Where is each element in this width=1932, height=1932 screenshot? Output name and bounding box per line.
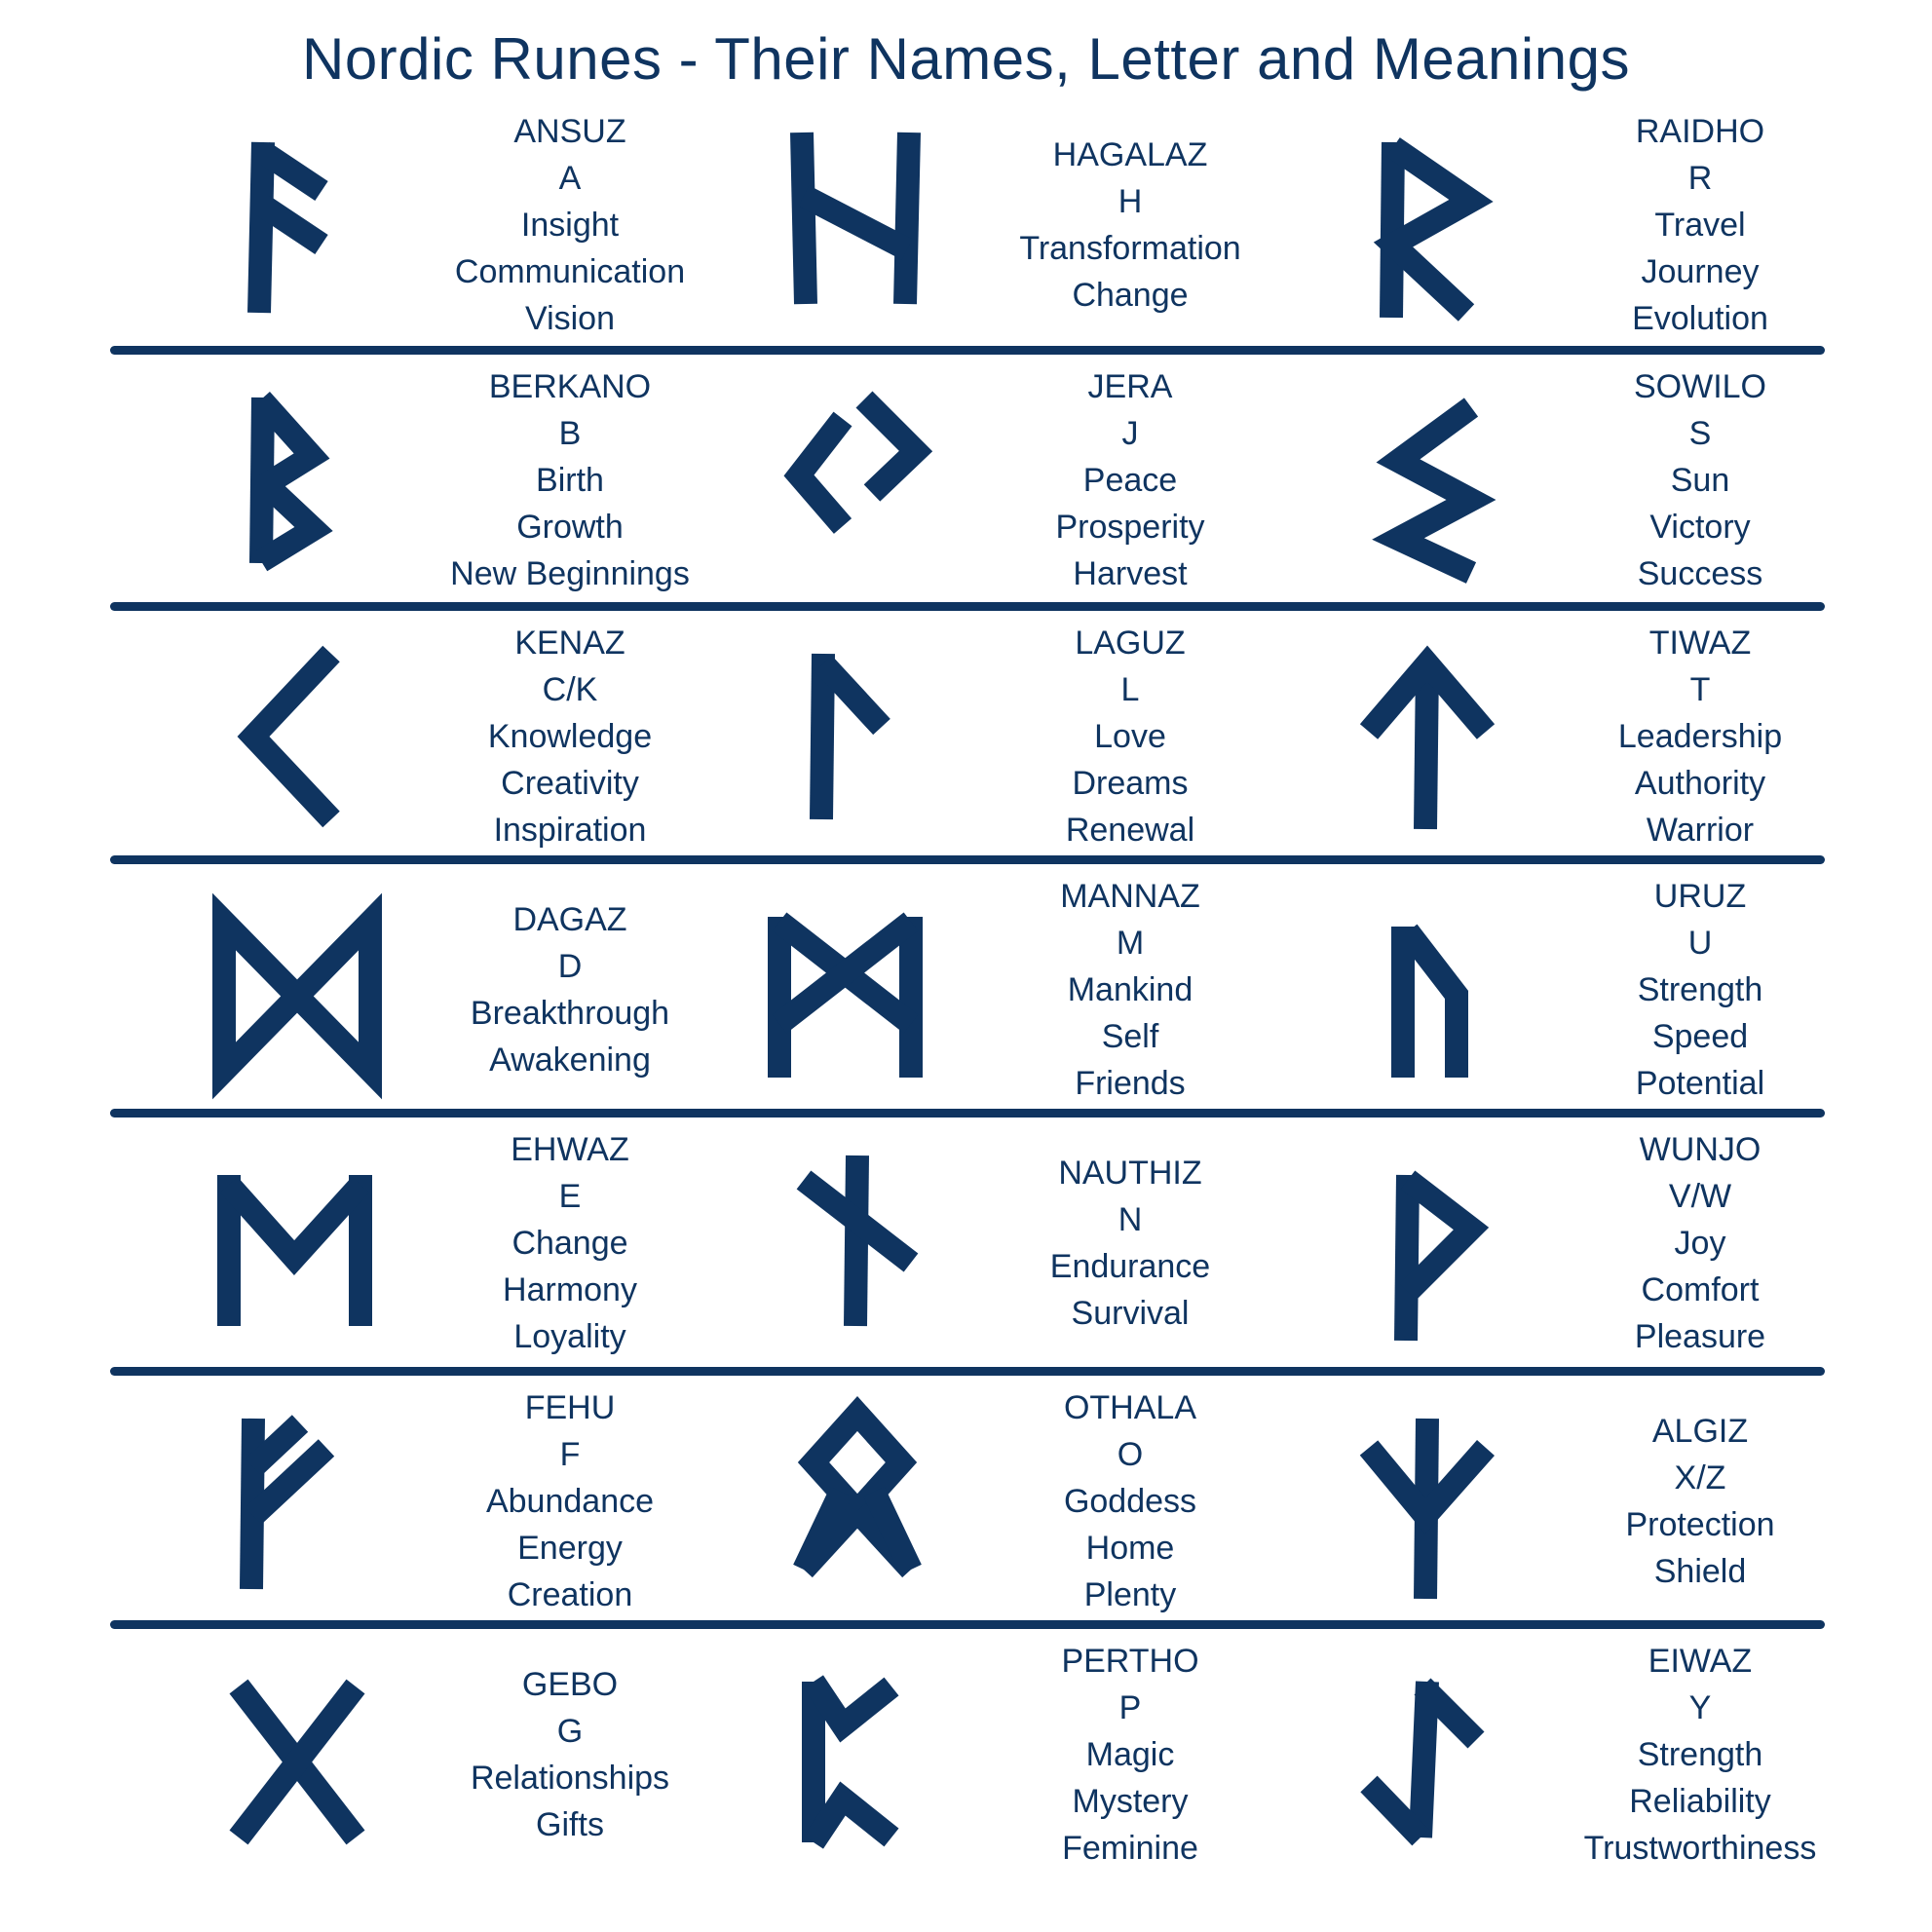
rune-info bbox=[969, 1116, 1291, 1371]
rune-info bbox=[409, 1116, 731, 1371]
rune-letter: S bbox=[1688, 415, 1712, 452]
rune-letter: A bbox=[558, 160, 582, 197]
rune-meaning: Evolution bbox=[1632, 300, 1768, 337]
rune-letter: P bbox=[1118, 1689, 1142, 1726]
rune-cell-wunjo bbox=[1257, 1116, 1900, 1371]
rune-cell-nauthiz bbox=[687, 1116, 1330, 1371]
rune-meaning: Pleasure bbox=[1634, 1318, 1766, 1355]
rune-meaning: Dreams bbox=[1072, 765, 1189, 802]
rune-letter: O bbox=[1117, 1436, 1144, 1473]
rune-meaning: Peace bbox=[1082, 462, 1178, 499]
rune-letter: L bbox=[1120, 671, 1140, 708]
rune-name: MANNAZ bbox=[1060, 878, 1200, 915]
rune-meaning: Change bbox=[511, 1225, 628, 1262]
rune-meaning: Home bbox=[1085, 1530, 1175, 1567]
row-divider bbox=[110, 855, 1825, 864]
rune-cell-dagaz bbox=[127, 862, 770, 1118]
rune-info bbox=[1539, 1374, 1861, 1629]
rune-meaning: Warrior bbox=[1646, 812, 1755, 849]
rune-name: GEBO bbox=[521, 1666, 619, 1703]
rune-name: ANSUZ bbox=[513, 113, 626, 150]
rune-cell-hagalaz bbox=[687, 97, 1330, 353]
mannaz-rune-icon bbox=[745, 878, 969, 1102]
gebo-rune-icon bbox=[185, 1643, 409, 1867]
rune-meaning: Loyality bbox=[513, 1318, 626, 1355]
rune-meaning: Victory bbox=[1649, 509, 1751, 546]
rune-meaning: Renewal bbox=[1065, 812, 1195, 849]
rune-info bbox=[409, 97, 731, 353]
rune-meaning: Growth bbox=[516, 509, 624, 546]
rune-info bbox=[969, 353, 1291, 608]
sowilo-rune-icon bbox=[1315, 368, 1539, 592]
rune-meaning: Knowledge bbox=[487, 718, 653, 755]
raidho-rune-icon bbox=[1315, 113, 1539, 337]
rune-cell-uruz bbox=[1257, 862, 1900, 1118]
rune-letter: F bbox=[559, 1436, 581, 1473]
rune-meaning: Gifts bbox=[536, 1806, 604, 1843]
rune-meaning: Communication bbox=[454, 253, 686, 290]
nauthiz-rune-icon bbox=[745, 1131, 969, 1355]
rune-cell-berkano bbox=[127, 353, 770, 608]
row-divider bbox=[110, 1367, 1825, 1376]
rune-meaning: Energy bbox=[517, 1530, 623, 1567]
rune-name: TIWAZ bbox=[1648, 625, 1752, 662]
rune-info bbox=[1539, 862, 1861, 1118]
rune-meaning: Abundance bbox=[485, 1483, 655, 1520]
rune-name: SOWILO bbox=[1633, 368, 1767, 405]
rune-cell-algiz bbox=[1257, 1374, 1900, 1629]
rune-meaning: Survival bbox=[1071, 1295, 1190, 1332]
rune-meaning: Travel bbox=[1654, 207, 1746, 244]
rune-letter: E bbox=[558, 1178, 582, 1215]
rune-meaning: Friends bbox=[1075, 1065, 1186, 1102]
rune-cell-laguz bbox=[687, 609, 1330, 864]
rune-letter: D bbox=[557, 948, 583, 985]
page-title: Nordic Runes - Their Names, Letter and Meanings bbox=[301, 26, 1630, 92]
rune-cell-sowilo bbox=[1257, 353, 1900, 608]
rune-letter: G bbox=[556, 1713, 584, 1750]
rune-meaning: Endurance bbox=[1049, 1248, 1211, 1285]
tiwaz-rune-icon bbox=[1315, 625, 1539, 849]
rune-cell-eiwaz bbox=[1257, 1627, 1900, 1882]
rune-meaning: Mystery bbox=[1072, 1783, 1189, 1820]
rune-meaning: New Beginnings bbox=[450, 555, 690, 592]
rune-cell-othala bbox=[687, 1374, 1330, 1629]
rune-name: WUNJO bbox=[1639, 1131, 1762, 1168]
row-divider bbox=[110, 602, 1825, 611]
pertho-rune-icon bbox=[745, 1643, 969, 1867]
rune-meaning: Feminine bbox=[1062, 1830, 1198, 1867]
rune-name: URUZ bbox=[1653, 878, 1747, 915]
rune-letter: C/K bbox=[542, 671, 598, 708]
rune-letter: B bbox=[558, 415, 582, 452]
rune-name: LAGUZ bbox=[1075, 625, 1186, 662]
rune-meaning: Reliability bbox=[1629, 1783, 1771, 1820]
algiz-rune-icon bbox=[1315, 1389, 1539, 1613]
rune-letter: X/Z bbox=[1674, 1459, 1726, 1496]
rune-info bbox=[409, 1374, 731, 1629]
berkano-rune-icon bbox=[185, 368, 409, 592]
rune-meaning: Breakthrough bbox=[470, 995, 670, 1032]
rune-letter: Y bbox=[1688, 1689, 1712, 1726]
rune-info bbox=[409, 862, 731, 1118]
rune-info bbox=[409, 1627, 731, 1882]
rune-info bbox=[409, 609, 731, 864]
rune-meaning: Comfort bbox=[1641, 1271, 1760, 1308]
rune-meaning: Plenty bbox=[1083, 1576, 1177, 1613]
rune-name: PERTHO bbox=[1061, 1643, 1199, 1680]
rune-meaning: Mankind bbox=[1067, 971, 1193, 1008]
rune-letter: J bbox=[1121, 415, 1139, 452]
othala-rune-icon bbox=[745, 1389, 969, 1613]
rune-name: OTHALA bbox=[1063, 1389, 1197, 1426]
rune-meaning: Goddess bbox=[1063, 1483, 1197, 1520]
rune-meaning: Joy bbox=[1674, 1225, 1726, 1262]
rune-meaning: Creation bbox=[507, 1576, 633, 1613]
rune-letter: T bbox=[1689, 671, 1711, 708]
rune-meaning: Authority bbox=[1634, 765, 1766, 802]
rune-meaning: Sun bbox=[1670, 462, 1730, 499]
ehwaz-rune-icon bbox=[185, 1131, 409, 1355]
ansuz-rune-icon bbox=[185, 113, 409, 337]
rune-cell-tiwaz bbox=[1257, 609, 1900, 864]
rune-name: RAIDHO bbox=[1635, 113, 1765, 150]
rune-cell-kenaz bbox=[127, 609, 770, 864]
rune-meaning: Insight bbox=[520, 207, 620, 244]
rune-name: JERA bbox=[1087, 368, 1173, 405]
rune-name: KENAZ bbox=[514, 625, 625, 662]
wunjo-rune-icon bbox=[1315, 1131, 1539, 1355]
laguz-rune-icon bbox=[745, 625, 969, 849]
rune-meaning: Strength bbox=[1637, 971, 1763, 1008]
row-divider bbox=[110, 1109, 1825, 1118]
rune-letter: R bbox=[1687, 160, 1713, 197]
rune-name: ALGIZ bbox=[1651, 1413, 1749, 1450]
rune-info bbox=[969, 97, 1291, 353]
rune-info bbox=[1539, 353, 1861, 608]
rune-info bbox=[1539, 1116, 1861, 1371]
uruz-rune-icon bbox=[1315, 878, 1539, 1102]
rune-meaning: Potential bbox=[1635, 1065, 1765, 1102]
rune-meaning: Shield bbox=[1653, 1553, 1747, 1590]
rune-meaning: Magic bbox=[1085, 1736, 1175, 1773]
rune-cell-raidho bbox=[1257, 97, 1900, 353]
dagaz-rune-icon bbox=[185, 878, 409, 1102]
rune-meaning: Strength bbox=[1637, 1736, 1763, 1773]
rune-meaning: Speed bbox=[1651, 1018, 1749, 1055]
row-divider bbox=[110, 346, 1825, 355]
rune-cell-jera bbox=[687, 353, 1330, 608]
rune-meaning: Change bbox=[1072, 277, 1189, 314]
rune-meaning: Relationships bbox=[470, 1760, 670, 1797]
rune-info bbox=[1539, 97, 1861, 353]
row-divider bbox=[110, 1620, 1825, 1629]
rune-meaning: Trustworthiness bbox=[1583, 1830, 1817, 1867]
rune-name: DAGAZ bbox=[512, 901, 627, 938]
jera-rune-icon bbox=[745, 368, 969, 592]
kenaz-rune-icon bbox=[185, 625, 409, 849]
rune-name: EIWAZ bbox=[1648, 1643, 1753, 1680]
rune-meaning: Protection bbox=[1625, 1506, 1775, 1543]
rune-meaning: Prosperity bbox=[1055, 509, 1205, 546]
rune-cell-fehu bbox=[127, 1374, 770, 1629]
rune-meaning: Awakening bbox=[489, 1042, 651, 1079]
rune-meaning: Love bbox=[1094, 718, 1166, 755]
rune-info bbox=[969, 1374, 1291, 1629]
fehu-rune-icon bbox=[185, 1389, 409, 1613]
rune-meaning: Journey bbox=[1641, 253, 1760, 290]
rune-meaning: Leadership bbox=[1617, 718, 1783, 755]
rune-cell-pertho bbox=[687, 1627, 1330, 1882]
rune-letter: N bbox=[1118, 1201, 1143, 1238]
rune-meaning: Birth bbox=[536, 462, 604, 499]
rune-name: EHWAZ bbox=[511, 1131, 629, 1168]
rune-name: BERKANO bbox=[488, 368, 652, 405]
rune-cell-ansuz bbox=[127, 97, 770, 353]
rune-meaning: Inspiration bbox=[493, 812, 647, 849]
rune-info bbox=[969, 862, 1291, 1118]
rune-meaning: Vision bbox=[525, 300, 615, 337]
rune-info bbox=[409, 353, 731, 608]
rune-cell-mannaz bbox=[687, 862, 1330, 1118]
rune-name: NAUTHIZ bbox=[1058, 1155, 1202, 1192]
hagalaz-rune-icon bbox=[745, 113, 969, 337]
rune-meaning: Creativity bbox=[501, 765, 639, 802]
rune-info bbox=[969, 609, 1291, 864]
rune-meaning: Self bbox=[1101, 1018, 1159, 1055]
rune-cell-ehwaz bbox=[127, 1116, 770, 1371]
rune-info bbox=[969, 1627, 1291, 1882]
rune-letter: U bbox=[1687, 925, 1713, 962]
rune-letter: V/W bbox=[1668, 1178, 1732, 1215]
rune-letter: H bbox=[1118, 183, 1143, 220]
rune-letter: M bbox=[1116, 925, 1145, 962]
rune-name: HAGALAZ bbox=[1052, 136, 1208, 173]
rune-meaning: Success bbox=[1637, 555, 1763, 592]
rune-meaning: Transformation bbox=[1019, 230, 1241, 267]
rune-info bbox=[1539, 1627, 1861, 1882]
rune-meaning: Harvest bbox=[1073, 555, 1188, 592]
rune-meaning: Harmony bbox=[503, 1271, 637, 1308]
rune-name: FEHU bbox=[524, 1389, 616, 1426]
rune-info bbox=[1539, 609, 1861, 864]
eiwaz-rune-icon bbox=[1315, 1643, 1539, 1867]
rune-cell-gebo bbox=[127, 1627, 770, 1882]
